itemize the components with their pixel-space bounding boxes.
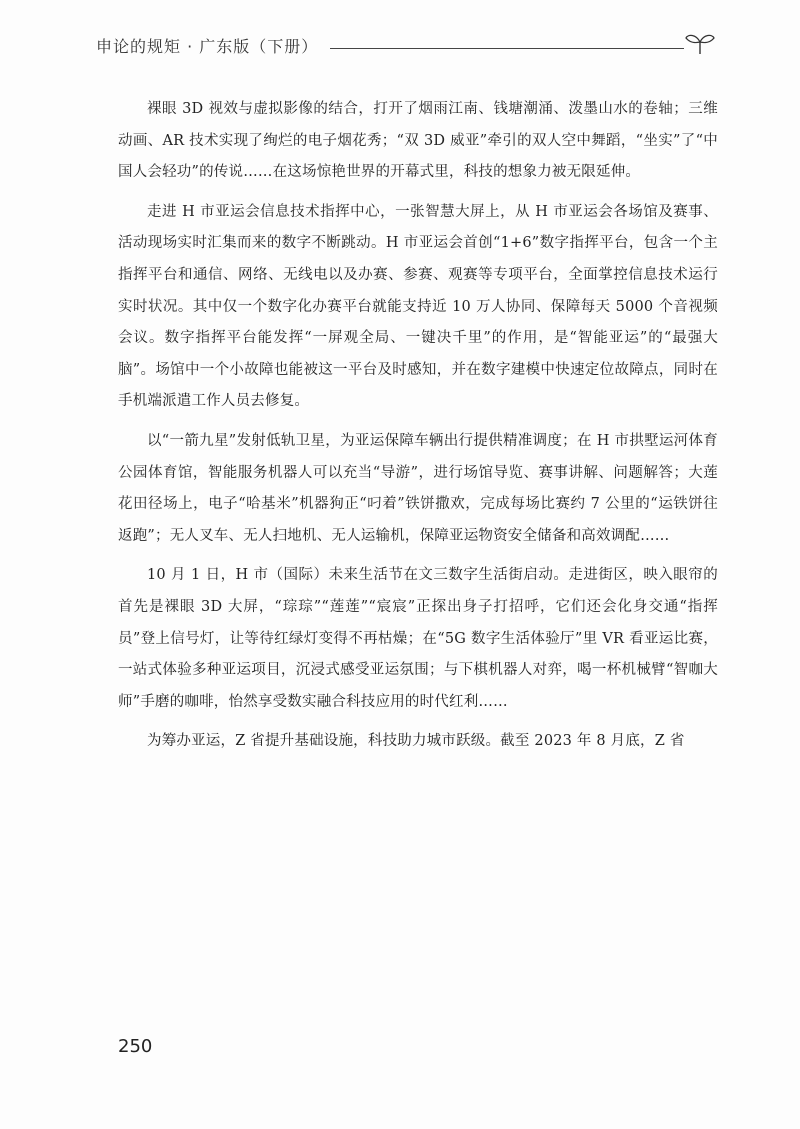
paragraph-4: 10 月 1 日，H 市（国际）未来生活节在文三数字生活街启动。走进街区，映入眼帘的首先是裸眼 3D 大屏，“琮琮”“莲莲”“宸宸”正探出身子打招呼，它们还会化身交通“指挥员”登上信号灯，让等待红绿灯变得不再枯燥；在“5G 数字生活体验厅”里 VR 看亚运比赛，一站式体验多种亚运项目，沉浸式感受亚运氛围；与下棋机器人对弈，喝一杯机械臂“智咖大师”手磨的咖啡，怡然享受数实融合科技应用的时代红利…… (118, 567, 718, 710)
paragraph-3: 以“一箭九星”发射低轨卫星，为亚运保障车辆出行提供精准调度；在 H 市拱墅运河体育公园体育馆，智能服务机器人可以充当“导游”，进行场馆导览、赛事讲解、问题解答；大莲花田径场上，电子“哈基米”机器狗正“叼着”铁饼撒欢，完成每场比赛约 7 公里的“运铁饼往返跑”；无人叉车、无人扫地机、无人运输机，保障亚运物资安全储备和高效调配…… (118, 432, 718, 544)
paragraph-5: 为筹办亚运，Z 省提升基础设施，科技助力城市跃级。截至 2023 年 8 月底，Z 省 (147, 733, 685, 750)
paragraph-2: 走进 H 市亚运会信息技术指挥中心，一张智慧大屏上，从 H 市亚运会各场馆及赛事、活动现场实时汇集而来的数字不断跳动。H 市亚运会首创“1+6”数字指挥平台，包含一个主指挥平台和通信、网络、无线电以及办赛、参赛、观赛等专项平台，全面掌控信息技术运行实时状况。其中仅一个数字化办赛平台就能支持近 10 万人协同、保障每天 5000 个音视频会议。数字指挥平台能发挥“一屏观全局、一键决千里”的作用，是“智能亚运”的“最强大脑”。场馆中一个小故障也能被这一平台及时感知，并在数字建模中快速定位故障点，同时在手机端派遣工作人员去修复。 (118, 203, 718, 410)
paragraph-1: 裸眼 3D 视效与虚拟影像的结合，打开了烟雨江南、钱塘潮涌、泼墨山水的卷轴；三维动画、AR 技术实现了绚烂的电子烟花秀；“双 3D 威亚”牵引的双人空中舞蹈，“坐实”了“中国人会轻功”的传说……在这场惊艳世界的开幕式里，科技的想象力被无限延伸。 (118, 101, 718, 181)
header-title: 申论的规矩 · 广东版（下册） (96, 37, 319, 56)
page-number: 250 (118, 1036, 153, 1057)
body-text (118, 94, 718, 766)
header-rule (330, 48, 684, 49)
sprout-icon (684, 30, 716, 56)
running-header (96, 34, 716, 64)
